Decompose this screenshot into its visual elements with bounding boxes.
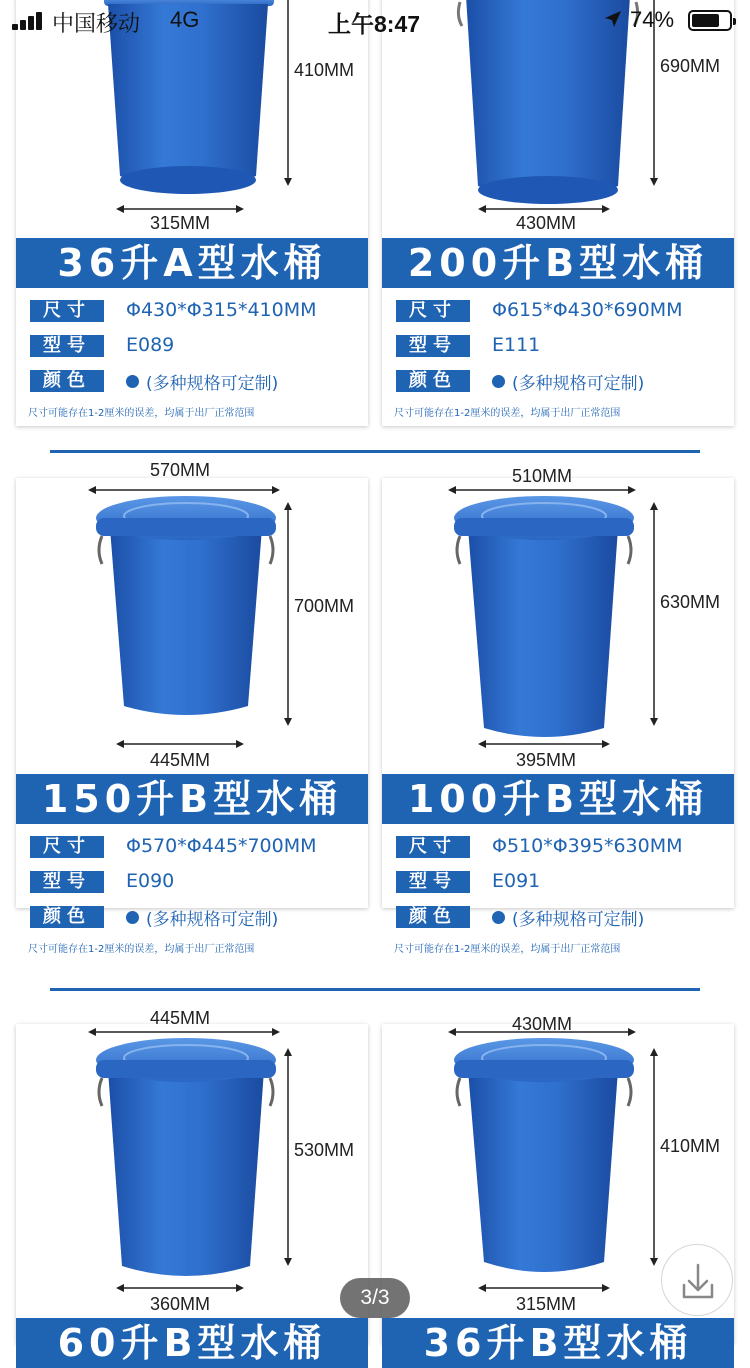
tolerance-disclaimer: 尺寸可能存在1-2厘米的误差，均属于出厂正常范围 [394,408,621,419]
bottom-diameter-label: 445MM [150,750,211,770]
product-title: 100升B型水桶 [382,774,734,824]
product-card-60l-b[interactable] [16,1008,368,1365]
product-title: 150升B型水桶 [16,774,368,824]
top-diameter-label: 430MM [512,1014,573,1034]
spec-label-model: 型号 [396,871,470,893]
spec-model-value: E091 [492,870,541,892]
height-dimension-label: 690MM [660,56,721,76]
bottom-diameter-label: 430MM [516,213,577,233]
tolerance-disclaimer: 尺寸可能存在1-2厘米的误差，均属于出厂正常范围 [28,408,255,419]
bottom-diameter-label: 360MM [150,1294,211,1314]
height-dimension-label: 530MM [294,1140,355,1160]
battery-icon [688,10,732,31]
bottom-diameter-label: 395MM [516,750,577,770]
spec-size-value: Φ430*Φ315*410MM [126,299,317,321]
image-page-indicator: 3/3 [340,1278,410,1318]
spec-label-size: 尺寸 [30,300,104,322]
signal-strength-icon [12,12,48,30]
spec-size-value: Φ510*Φ395*630MM [492,835,683,857]
spec-label-model: 型号 [30,871,104,893]
spec-label-size: 尺寸 [30,836,104,858]
spec-size-value: Φ570*Φ445*700MM [126,835,317,857]
product-title: 200升B型水桶 [382,238,734,288]
product-card-100l-b[interactable] [382,466,734,955]
spec-label-model: 型号 [396,335,470,357]
top-diameter-label: 510MM [512,466,573,486]
section-divider [50,988,700,991]
tolerance-disclaimer: 尺寸可能存在1-2厘米的误差，均属于出厂正常范围 [28,944,255,955]
color-swatch [492,911,505,924]
height-dimension-label: 410MM [294,60,355,80]
spec-size-value: Φ615*Φ430*690MM [492,299,683,321]
status-time: 上午8:47 [328,11,421,37]
spec-model-value: E090 [126,870,175,892]
status-bar [0,0,750,40]
spec-color-note: (多种规格可定制) [512,374,645,394]
product-title: 36升B型水桶 [382,1318,734,1368]
download-button[interactable] [661,1244,733,1316]
network-type: 4G [170,7,200,32]
spec-label-color: 颜色 [396,906,470,928]
bottom-diameter-label: 315MM [516,1294,577,1314]
spec-color-note: (多种规格可定制) [512,910,645,930]
color-swatch [126,375,139,388]
location-arrow-icon [604,10,622,28]
spec-color-note: (多种规格可定制) [146,374,279,394]
product-card-200l-b[interactable] [382,0,734,426]
product-card-36l-a[interactable] [16,0,368,426]
product-title: 60升B型水桶 [16,1318,368,1368]
battery-percent: 74% [630,7,675,32]
spec-model-value: E089 [126,334,175,356]
height-dimension-label: 630MM [660,592,721,612]
color-swatch [126,911,139,924]
section-divider [50,450,700,453]
spec-color-note: (多种规格可定制) [146,910,279,930]
color-swatch [492,375,505,388]
carrier-name: 中国移动 [52,11,141,36]
tolerance-disclaimer: 尺寸可能存在1-2厘米的误差，均属于出厂正常范围 [394,944,621,955]
product-card-150l-b[interactable] [16,460,368,955]
spec-label-model: 型号 [30,335,104,357]
top-diameter-label: 570MM [150,460,211,480]
spec-label-size: 尺寸 [396,300,470,322]
download-icon [662,1245,734,1317]
product-title: 36升A型水桶 [16,238,368,288]
spec-label-color: 颜色 [396,370,470,392]
height-dimension-label: 410MM [660,1136,721,1156]
height-dimension-label: 700MM [294,596,355,616]
spec-model-value: E111 [492,334,541,356]
bottom-diameter-label: 315MM [150,213,211,233]
spec-label-color: 颜色 [30,906,104,928]
spec-label-color: 颜色 [30,370,104,392]
top-diameter-label: 445MM [150,1008,211,1028]
spec-label-size: 尺寸 [396,836,470,858]
